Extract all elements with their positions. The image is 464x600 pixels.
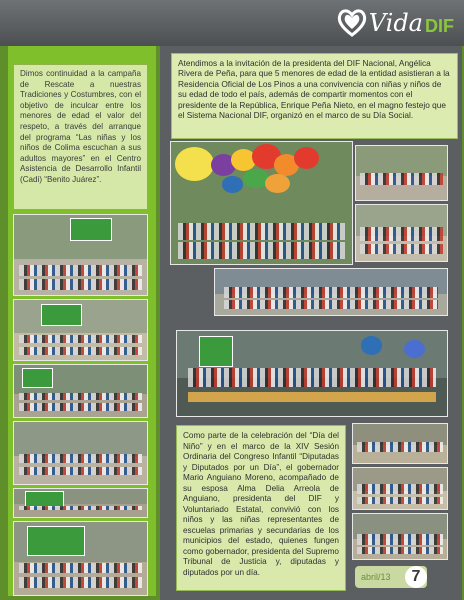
los-pinos-paragraph: Atendimos a la invitación de la presidenta del DIF Nacional, Angélica Rivera de Peña, para que 5 menores de edad de la entidad asistieran a la Residencia Oficial de Los Pinos a una convivencia con niñas y niños de su edad de todo el país, además de compartir momentos con el presidente de la República, Enrique Peña Nieto, en el magno festejo que el Sistema Nacional DIF, organizó en el marco de su Día Social.: [178, 58, 450, 121]
photo-cadi-event: [13, 299, 148, 361]
photo-balloons-celebration: [170, 141, 353, 265]
congreso-infantil-text-box: [176, 425, 346, 591]
photo-children-courtyard: [13, 421, 148, 485]
photo-program-banner: [13, 521, 148, 596]
page-number: 7: [405, 566, 427, 588]
los-pinos-text-box: [171, 53, 458, 139]
photo-session-room: [352, 513, 448, 560]
photo-session-hall: [352, 423, 448, 464]
photo-children-seated: [13, 364, 148, 418]
photo-los-pinos-event: [214, 268, 448, 316]
congreso-infantil-paragraph: Como parte de la celebración del “Día del Niño” y en el marco de la XIV Sesión Ordinaria del Congreso Infantil “Diputadas y Diputados por un Día”, el gobernador Mario Anguiano Moreno, acompañado de su esposa Alma Delia Arreola de Anguiano, presidenta del DIF y Voluntariado Estatal, convivió con los niños y las niñas representantes de escuelas primarias y secundarias de los municipios del estado, quienes fungen como gobernador, presidenta del Supremo Tribunal de Justicia y, diputadas y diputados por un día.: [183, 431, 339, 577]
photo-elders: [13, 488, 148, 518]
intro-paragraph: Dimos continuidad a la campaña de Rescate a nuestras Tradiciones y Costumbres, con el objetivo de inculcar entre los menores de edad el valor del respeto, a través del arranque del programa “Las niñas y los niños de Colima escuchan a sus adultos mayores” en el Centro Asistencia de Desarrollo Infantil (Cadi) “Benito Juárez”.: [20, 69, 141, 184]
intro-text-box: [13, 64, 148, 210]
heart-icon: [337, 9, 367, 37]
photo-cadi-patio: [13, 214, 148, 296]
issue-month: abril/13: [361, 572, 391, 582]
photo-congress-table: [176, 330, 448, 417]
photo-children-hands-up: [355, 204, 448, 262]
photo-children-group: [355, 145, 448, 201]
photo-session-audience: [352, 467, 448, 510]
logo-word: Vida: [368, 9, 423, 37]
logo-suffix: DIF: [425, 16, 454, 36]
vida-dif-logo: [337, 6, 454, 40]
